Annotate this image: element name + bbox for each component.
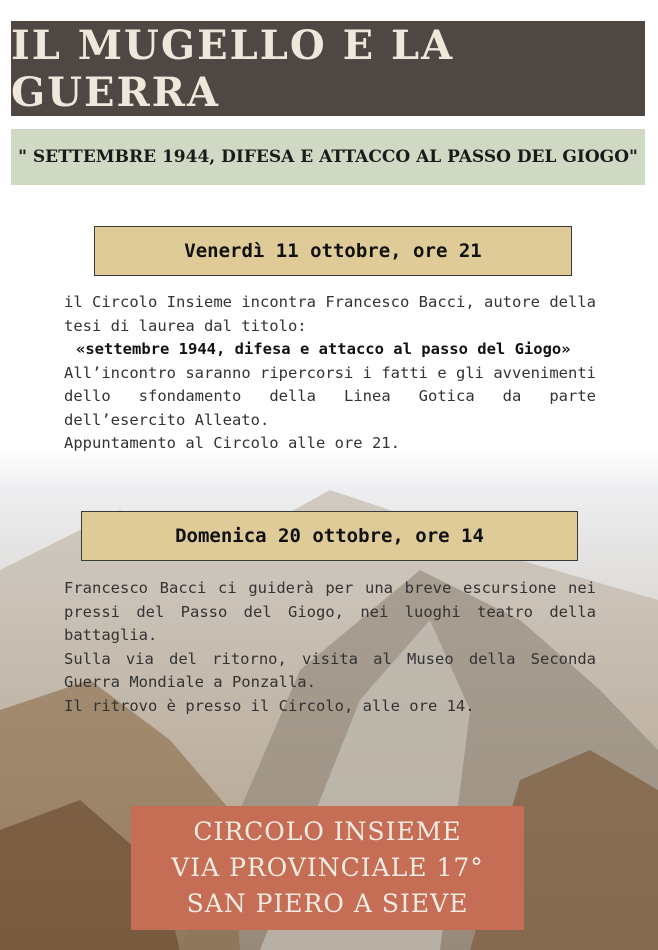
event1-description (64, 291, 596, 456)
event1-intro: il Circolo Insieme incontra Francesco Bacci, autore della tesi di laurea dal titolo: (64, 293, 596, 335)
page-subtitle: " SETTEMBRE 1944, DIFESA E ATTACCO AL PASSO DEL GIOGO" (18, 147, 638, 167)
event1-date: Venerdì 11 ottobre, ore 21 (184, 240, 482, 262)
event2-meeting: Il ritrovo è presso il Circolo, alle ore 14. (64, 696, 475, 715)
page-title: IL MUGELLO E LA GUERRA (11, 21, 455, 116)
event2-date: Domenica 20 ottobre, ore 14 (175, 525, 484, 547)
event1-date-box (94, 226, 572, 276)
event2-return: Sulla via del ritorno, visita al Museo della Seconda Guerra Mondiale a Ponzalla. (64, 649, 596, 691)
event2-description (64, 577, 596, 718)
address-box (131, 806, 524, 930)
event2-intro: Francesco Bacci ci guiderà per una breve escursione nei pressi del Passo del Giogo, nei luoghi teatro della battaglia. (64, 579, 596, 644)
event1-thesis-title: «settembre 1944, difesa e attacco al passo del Giogo» (76, 340, 571, 358)
address-line-1: CIRCOLO INSIEME (193, 817, 462, 846)
event1-appointment: Appuntamento al Circolo alle ore 21. (64, 434, 400, 452)
subtitle-banner (11, 129, 645, 185)
title-banner (11, 21, 645, 116)
address-line-3: SAN PIERO A SIEVE (186, 889, 469, 918)
address-line-2: VIA PROVINCIALE 17° (171, 853, 484, 882)
event1-details: All’incontro saranno ripercorsi i fatti e gli avvenimenti dello sfondamento della Linea Gotica da parte dell’esercito Alleato. (64, 363, 596, 429)
event2-date-box (81, 511, 578, 561)
